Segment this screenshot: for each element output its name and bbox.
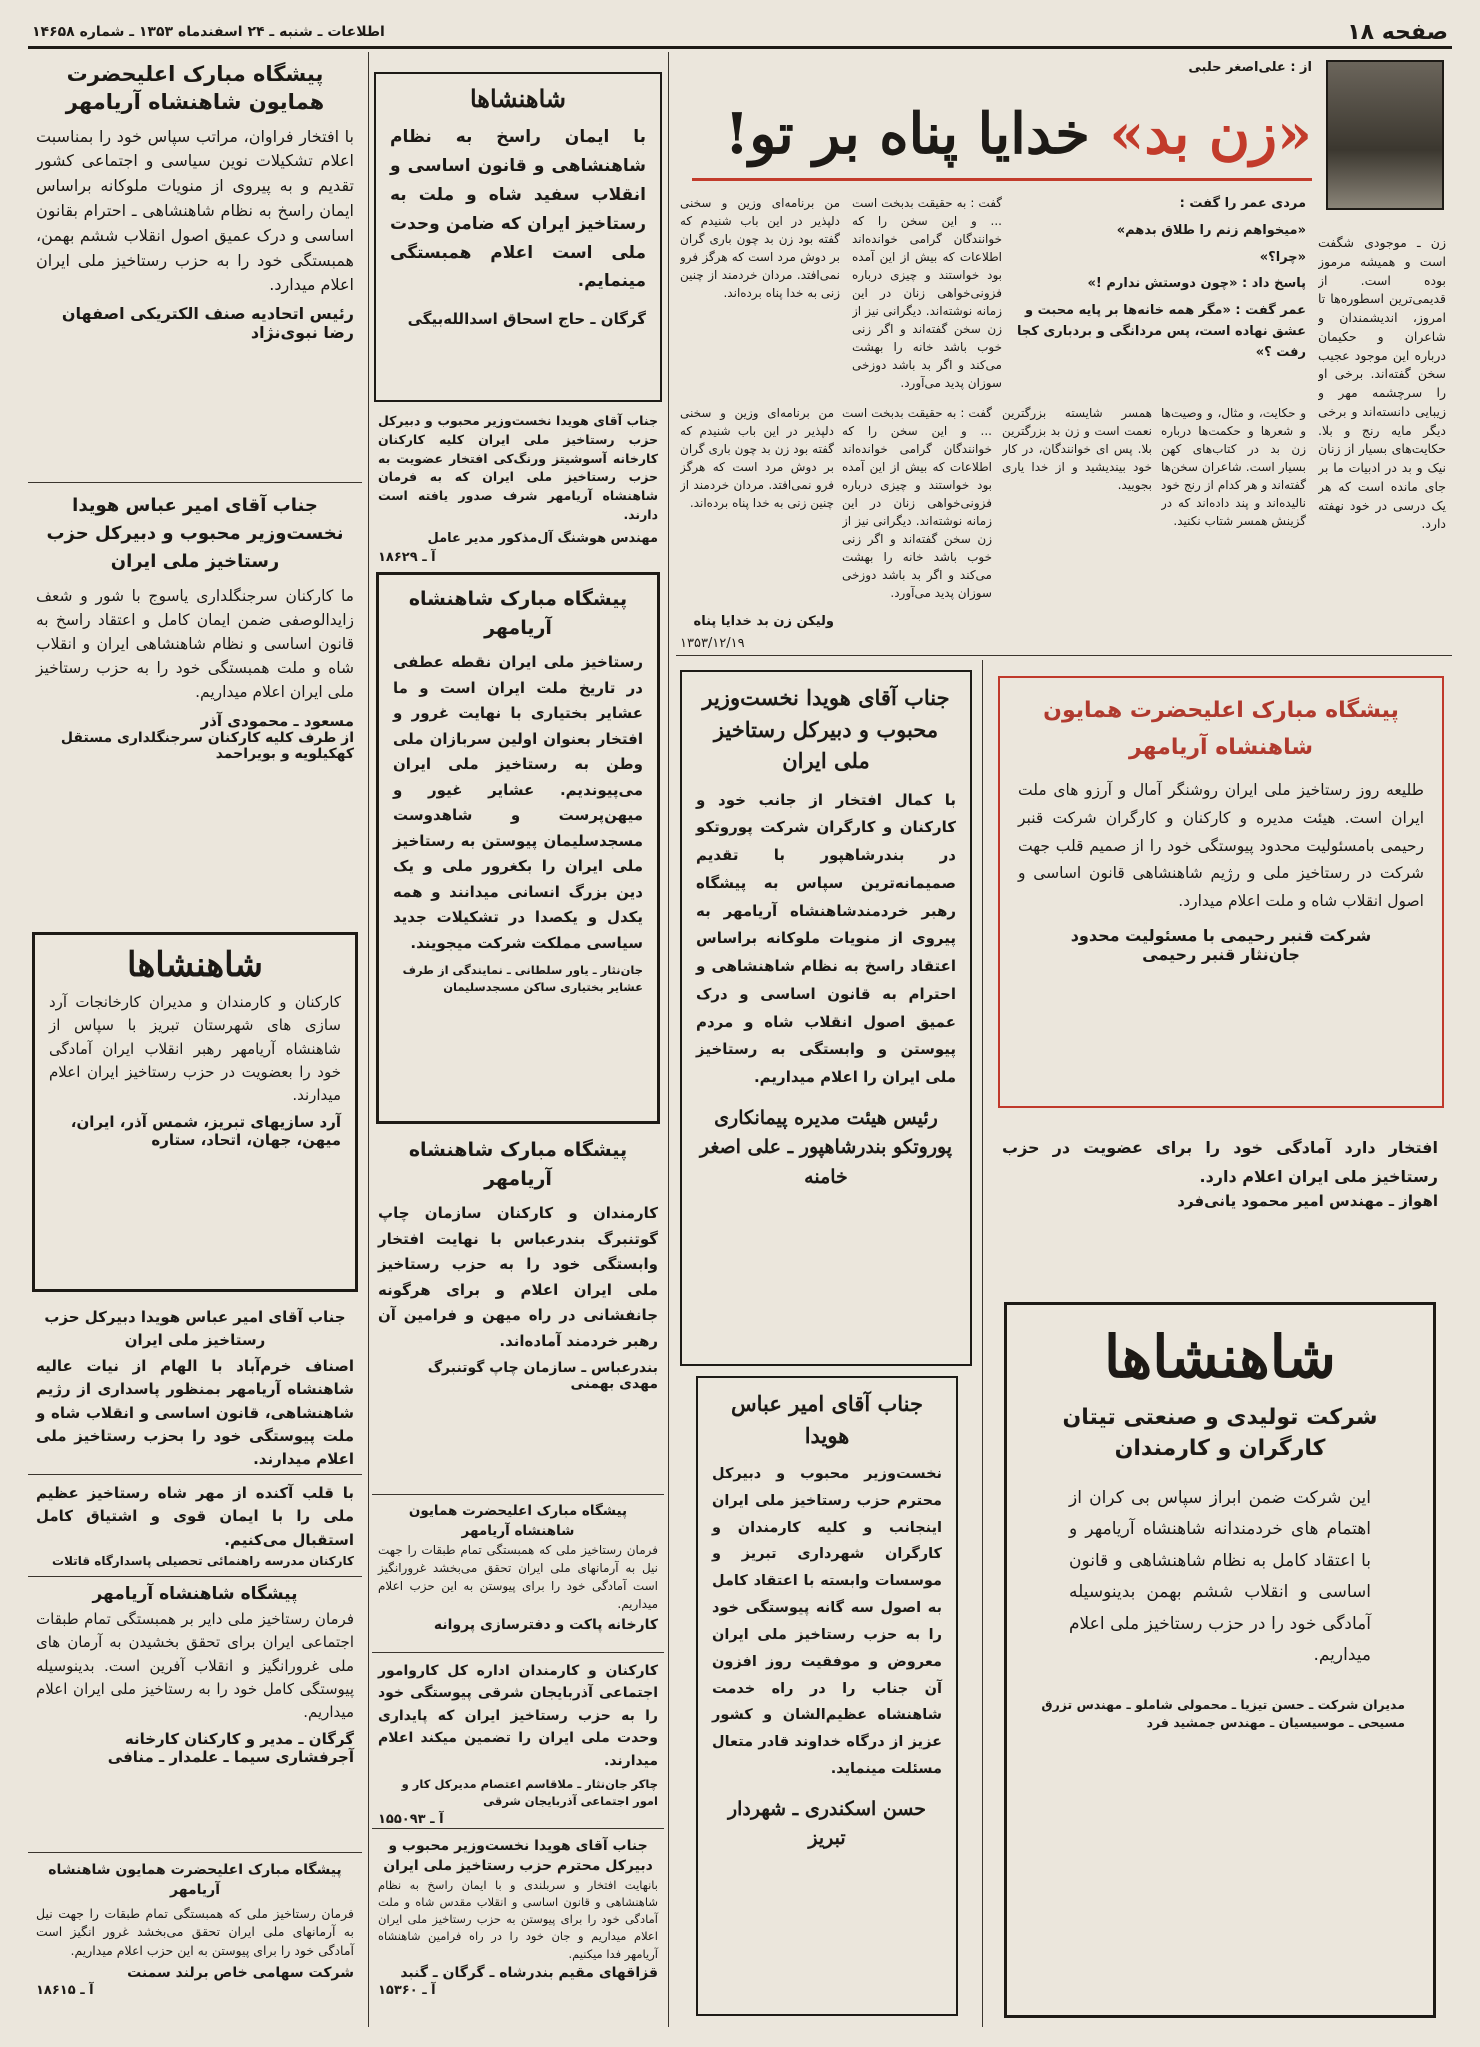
ad-signature: از طرف کلیه کارکنان سرجنگلداری مستقل کهکیلویه و بویراحمد [60,729,354,762]
ad-body: با ایمان راسخ به نظام شاهنشاهی و قانون اساسی و انقلاب سفید شاه و ملت به رستاخیز ایران که ضامن وحدت ملی است اعلام همبستگی مینمایم. [390,127,646,292]
ad-a4 [28,1302,362,1472]
ad-separator [372,1828,664,1829]
middle-right-column [676,660,976,2025]
headline-main: خدایا پناه بر تو! [724,101,1090,167]
feature-intro: زن ـ موجودی شگفت است و همیشه مرموز بوده است. از قدیمی‌ترین اسطوره‌ها تا امروز، اندیشمندان و شاعران و حکیمان درباره این موجود عجیب سخن گفته‌اند. برخی او را سرچشمه مهر و زیبایی دانسته‌اند و برخی دیگر مایه رنج و بلا. حکایت‌های بسیار از زنان نیک و بد در ادبیات ما بر جای مانده است که هر یک درسی در خود نهفته دارد. [1318,235,1446,532]
ad-signature: شرکت سهامی خاص برلند سمنت [127,1964,354,1981]
ad-body: افتخار دارد آمادگی خود را برای عضویت در حزب رستاخیز ملی ایران اعلام دارد. [1002,1138,1438,1186]
headline-quote: «زن بد» [1109,101,1312,167]
ad-b3 [376,572,660,1124]
ad-signature: گرگان ـ حاج اسحاق اسدالله‌بیگی [407,310,646,329]
ad-reference: آ ـ ۱۵۵۰۹۳ [378,1812,444,1828]
ad-signature: چاکر جان‌نثار ـ ملاقاسم اعتصام مدیرکل کار و امور اجتماعی آذربایجان شرقی [401,1776,658,1809]
ad-title: پیشگاه شاهنشاه آریامهر [92,1584,298,1604]
ad-signature: مهدی بهمنی [570,1376,658,1392]
ad-signature: مسعود ـ محمودی آذر [200,711,354,730]
ad-title: جناب آقای امیر عباس هویدا دبیرکل حزب رستاخیز ملی ایران [44,1308,346,1349]
feature-dateline: ۱۳۵۳/۱۲/۱۹ [680,636,745,651]
ad-reference: آ ـ ۱۸۶۲۹ [378,550,436,565]
ad-title: پیشگاه مبارک اعلیحضرت همایون شاهنشاه آریامهر [65,62,325,115]
ad-signature: آرد سازیهای تبریز، شمس آذر، ایران، میهن، جهان، اتحاد، ستاره [70,1113,341,1150]
ad-title: جناب آقای امیر عباس هویدا [730,1391,924,1448]
ad-separator [28,1474,362,1475]
ad-title: پیشگاه مبارک شاهنشاه آریامهر [408,588,628,639]
ad-title: شاهنشاها [126,945,264,985]
ad-c1 [680,670,972,1366]
ad-a3 [32,932,358,1292]
ad-subtitle: کارگران و کارمندان [1114,1436,1326,1461]
ad-title: جناب آقای امیر عباس هویدا نخست‌وزیر محبوب و دبیرکل حزب رستاخیز ملی ایران [46,495,344,572]
ad-signature: اهواز ـ مهندس امیر محمود یانی‌فرد [1177,1191,1438,1210]
ad-signature: بندرعباس ـ سازمان چاپ گوتنبرگ [427,1360,658,1376]
ad-separator [28,482,362,483]
feature-column: همسر شایسته بزرگترین نعمت است و زن بد بزرگترین بلا. پس ای خوانندگان، در کار خود بیندیشید و از خدا یاری بجویید. [1002,406,1152,492]
ad-subtitle: شرکت تولیدی و صنعتی تیتان [1062,1405,1378,1430]
ad-signature: گرگان ـ مدیر و کارکنان کارخانه [124,1730,354,1749]
ad-title: جناب آقای هویدا نخست‌وزیر محبوب و دبیرکل رستاخیز ملی ایران [702,685,950,773]
ad-body: با افتخار فراوان، مراتب سپاس خود را بمناسبت اعلام تشکیلات نوین سیاسی و اجتماعی کشور تقدیم و به پیروی از منویات ملوکانه براساس ایمان راسخ به نظام شاهنشاهی ـ احترام بقانون اساسی و درک عمیق اصول انقلاب ششم بهمن، همبستگی خود را به حزب رستاخیز ملی ایران اعلام میدارد. [36,126,354,295]
ad-title: شاهنشاها [1103,1323,1337,1391]
feature-column: گفت : به حقیقت بدبخت است ... و این سخن را که خوانندگان گرامی خوانده‌اند اطلاعات که بیش از این آمده بود خواستند و چیزی درباره فزونی‌خواهی زنان در این زمانه نوشته‌اند. دیگرانی نیز از زن سخن گفته‌اند و اگر زنی خوب باشد خانه را بهشت می‌کند و اگر بد باشد دوزخی سوزان پدید می‌آورد. [852,196,1002,390]
ad-signature: جان‌نثار ـ یاور سلطانی ـ نمایندگی از طرف عشایر بختیاری ساکن مسجدسلیمان [402,963,643,995]
ad-body: اصناف خرم‌آباد با الهام از نیات عالیه شاهنشاه آریامهر بمنظور پاسداری از رژیم شاهنشاهی، قانون اساسی و انقلاب شاه و ملت پیوستگی خود را بحزب رستاخیز ملی اعلام میدارند. [36,1357,354,1468]
ad-d1 [998,676,1444,1108]
header-rule [28,46,1452,49]
ad-body: بانهایت افتخار و سربلندی و با ایمان راسخ به نظام شاهنشاهی و قانون اساسی و انقلاب مقدس شاه و ملت آمادگی خود را برای پیوستن به حزب رستاخیز ملی ایران اعلام میداریم و جان خود را در راه فرامین شاهنشاه آریامهر فدا میکنیم. [378,1877,658,1961]
ad-body: کارکنان و کارمندان اداره کل کاروامور اجتماعی آذربایجان شرقی پیوستگی خود را به حزب رستاخیز ایران که پایداری وحدت ملی ایران را تضمین میکند اعلام میدارند. [378,1663,658,1769]
ad-title: جناب آقای هویدا نخست‌وزیر محبوب و دبیرکل محترم حزب رستاخیز ملی ایران [383,1838,653,1875]
dialog-line: مردی عمر را گفت : [1179,196,1306,211]
ad-body: این شرکت ضمن ابراز سپاس بی کران از اهتمام های خردمندانه شاهنشاه آریامهر و با اعتقاد کامل به نظام شاهنشاهی و قانون اساسی و انقلاب ششم بهمن بدینوسیله آمادگی خود را در حزب رستاخیز ملی اعلام میداریم. [1069,1488,1371,1666]
ad-separator [28,1576,362,1577]
ad-signature: آجرفشاری سیما ـ علمدار ـ منافی [107,1748,354,1767]
column-divider [668,52,669,2027]
ad-c2 [696,1376,958,2016]
section-rule [676,655,1452,656]
dialog-line: عمر گفت : «مگر همه خانه‌ها بر پایه محبت و عشق نهاده است، پس مردانگی و بردباری کجا رفت ؟» [1017,303,1306,360]
ad-reference: آ ـ ۱۸۶۱۵ [36,1982,94,1998]
ad-body: جناب آقای هویدا نخست‌وزیر محبوب و دبیرکل حزب رستاخیز ملی ایران کلیه کارکنان کارخانه آسوشیتز ورنگ‌کی افتخار عضویت به حزب رستاخیز ملی ایران که به فرمان شاهنشاه آریامهر شرف صدور یافته است دارند. [378,413,658,522]
feature-closing-line: ولیکن زن بد خدایا پناه [693,614,834,629]
ad-b5 [372,1498,664,1650]
feature-headline [692,84,1312,184]
ad-body: فرمان رستاخیز ملی که همبستگی تمام طبقات را جهت نیل به آرمانهای ملی ایران تحقق می‌بخشد غرورانگیز است آمادگی خود را برای پیوستن به این حزب اعلام میداریم. [378,1543,658,1612]
ad-signature: شرکت قنبر رحیمی با مسئولیت محدود [1070,926,1372,946]
headline-underline [692,178,1312,181]
ad-body: رستاخیز ملی ایران نقطه عطفی در تاریخ ملت ایران است و ما عشایر بختیاری با نهایت غرور و افتخار بعنوان اولین سربازان ملی وطن به رستاخیز ملی ایران می‌پیوندیم. عشایر غیور و میهن‌پرست و شاهدوست مسجدسلیمان پیوستن به رستاخیز ملی ایران را بکغرور ملی و یک دین بزرگ انسانی میدانند و همه یکدل و یکصدا در تشکیلات جدید سیاسی مملکت شرکت میجویند. [393,653,643,952]
left-column [28,54,362,2029]
ad-title: پیشگاه مبارک اعلیحضرت همایون شاهنشاه آریامهر [48,1862,342,1899]
ad-a7 [28,1856,362,2026]
ad-body: طلیعه روز رستاخیز ملی ایران روشنگر آمال و آرزو های ملت ایران است. هیئت مدیره و کارکنان و کارگران شرکت قنبر رحیمی بامسئولیت محدود پیوستگی خود را از صمیم قلب جهت شرکت در رستاخیز ملی و رژیم شاهنشاهی قانون اساسی و اصول انقلاب شاه و ملت اعلام میدارد. [1018,780,1424,911]
ad-body: فرمان رستاخیز ملی دایر بر همبستگی تمام طبقات اجتماعی ایران برای تحقق بخشیدن به آرمان های ملی غرورانگیز و انقلاب آفرین است. بدینوسیله پیوستگی کامل خود را به رستاخیز ملی ایران اعلام میداریم. [36,1610,354,1721]
right-column [988,660,1452,2025]
feature-column: و حکایت، و مثال، و وصیت‌ها و شعرها و حکمت‌ها درباره زن بد در کتاب‌های کهن بسیار است. شاعران سخن‌ها گفته‌اند و هر کدام از رنج خود نالیده‌اند و پند داده‌اند که در گزینش همسر شتاب نکنید. [1161,406,1306,528]
ad-signature: جان‌نثار قنبر رحیمی [1142,945,1300,965]
feature-dialog [1016,194,1306,370]
page-number: صفحه ۱۸ [1347,20,1448,45]
ad-separator [372,1494,664,1495]
ad-a1 [28,54,362,479]
ad-signature: کارکنان مدرسه راهنمائی تحصیلی پاسدارگاه قاتلات [52,1553,354,1568]
ad-b6 [372,1656,664,1826]
feature-column: گفت : به حقیقت بدبخت است ... و این سخن را که خوانندگان گرامی خوانده‌اند اطلاعات که بیش از این آمده بود خواستند و چیزی درباره فزونی‌خواهی زنان در این زمانه نوشته‌اند. دیگرانی نیز از زن سخن گفته‌اند و اگر زنی خوب باشد خانه را بهشت می‌کند و اگر بد باشد دوزخی سوزان پدید می‌آورد. [842,406,992,600]
ad-body: نخست‌وزیر محبوب و دبیرکل محترم حزب رستاخیز ملی ایران اینجانب و کلیه کارمندان و کارگران شهرداری تبریز و موسسات وابسته با اعتقاد کامل به اصول سه گانه پیوستگی خود را به حزب رستاخیز ملی ایران معروض و موفقیت روز افزون آن جناب را در راه خدمت شاهنشاه عظیم‌الشان و کشور عزیز از درگاه خداوند قادر متعال مسئلت مینماید. [712,1466,942,1777]
middle-left-column [372,54,664,2029]
column-divider [368,52,369,2027]
feature-column: من برنامه‌ای وزین و سخنی دلپذیر در این باب شنیدم که گفته بود زن بد چون باری گران بر دوش مرد است که هرگز فرو نمی‌افتد. مردان خردمند از چنین زنی به خدا پناه برده‌اند. [680,406,834,510]
ad-signature: رئیس هیئت مدیره پیمانکاری پوروتکو بندرشاهپور ـ علی اصغر خامنه [699,1106,953,1188]
ad-body: کارکنان و کارمندان و مدیران کارخانجات آرد سازی های شهرستان تبریز با سپاس از شاهنشاه آریامهر رهبر انقلاب ایران آمادگی خود را بعضویت در حزب رستاخیز ایران اعلام میدارند. [49,993,341,1104]
ad-body: ما کارکنان سرجنگلداری یاسوج با شور و شعف زایدالوصفی ضمن ایمان کامل و اعتقاد راسخ به قانون اساسی و نظام شاهنشاهی ایران و انقلاب شاه و ملت همبستگی خود را به حزب رستاخیز ملی ایران اعلام میداریم. [36,586,354,701]
ad-signature: مهندس هوشنگ آل‌مذکور مدیر عامل [427,530,658,546]
ad-b7 [372,1832,664,2027]
ad-title: پیشگاه مبارک اعلیحضرت همایون شاهنشاه آریامهر [408,1503,628,1539]
ad-signature: رضا نبوی‌نژاد [250,323,354,343]
feature-article [676,54,1452,654]
author-photo [1326,60,1444,210]
ad-b1 [374,72,662,402]
ad-separator [28,1852,362,1853]
ad-title: شاهنشاها [469,84,566,113]
ad-b4 [372,1132,664,1492]
ad-body: با قلب آکنده از مهر شاه رستاخیز عظیم ملی را با ایمان قوی و اشتیاق کامل استقبال می‌کنیم. [36,1484,354,1549]
ad-signature: حسن اسکندری ـ شهردار تبریز [727,1797,927,1850]
ad-body: کارمندان و کارکنان سازمان چاپ گوتنبرگ بندرعباس با نهایت افتخار وابستگی خود را به حزب رستاخیز ملی ایران اعلام و برای هرگونه جانفشانی در راه میهن و فرامین آن رهبر خردمند آماده‌اند. [378,1204,658,1350]
ad-signature: مدیران شرکت ـ حسن تیزیا ـ محمولی شاملو ـ مهندس تزرق مسیحی ـ موسیسیان ـ مهندس جمشید فرد [1041,1696,1405,1731]
feature-column: من برنامه‌ای وزین و سخنی دلپذیر در این باب شنیدم که گفته بود زن بد چون باری گران بر دوش مرد است که هرگز فرو نمی‌افتد. مردان خردمند از چنین زنی به خدا پناه برده‌اند. [680,196,840,300]
ad-separator [372,1652,664,1653]
ad-reference: آ ـ ۱۵۳۶۰ [378,1982,436,1998]
dialog-line: «چرا؟» [1259,249,1306,265]
ad-d3 [1004,1302,1436,2018]
ad-signature: کارخانه پاکت و دفترسازی پروانه [433,1617,658,1634]
ad-body: فرمان رستاخیز ملی که همبستگی تمام طبقات را جهت نیل به آرمانهای ملی ایران تحقق می‌بخشد غرور انگیز است آمادگی خود را برای پیوستن به این حزب اعلام میداریم. [36,1905,354,1959]
ad-a5 [28,1478,362,1574]
ad-signature: رئیس اتحادیه صنف الکتریکی اصفهان [61,304,354,324]
ad-signature: قزاقهای مقیم بندرشاه ـ گرگان ـ گنبد [400,1964,658,1981]
page-header [28,14,1452,48]
dialog-line: پاسخ داد : «چون دوستش ندارم !» [1087,276,1306,292]
ad-title: پیشگاه مبارک اعلیحضرت همایون شاهنشاه آریامهر [1043,698,1399,761]
dialog-line: «میخواهم زنم را طلاق بدهم» [1116,222,1306,238]
issue-line: اطلاعات ـ شنبه ـ ۲۴ اسفندماه ۱۳۵۳ ـ شماره ۱۴۶۵۸ [32,24,385,40]
ad-d2 [988,1130,1452,1240]
ad-a6 [28,1580,362,1850]
column-divider [982,660,983,2027]
ad-body: با کمال افتخار از جانب خود و کارکنان و کارگران شرکت پوروتکو در بندرشاهپور با تقدیم صمیمانه‌ترین سپاس به پیشگاه رهبر خردمندشاهنشاه آریامهر به پیروی از منویات ملوکانه براساس اعتقاد راسخ به نظام شاهنشاهی و احترام به قانون اساسی و درک عمیق اصول انقلاب شاه و مردم پیوستن و وابستگی به رستاخیز ملی ایران را اعلام میداریم. [696,790,956,1086]
ad-title: پیشگاه مبارک شاهنشاه آریامهر [408,1139,628,1190]
ad-a2 [28,486,362,926]
author-byline: از : علی‌اصغر حلبی [1188,60,1312,75]
